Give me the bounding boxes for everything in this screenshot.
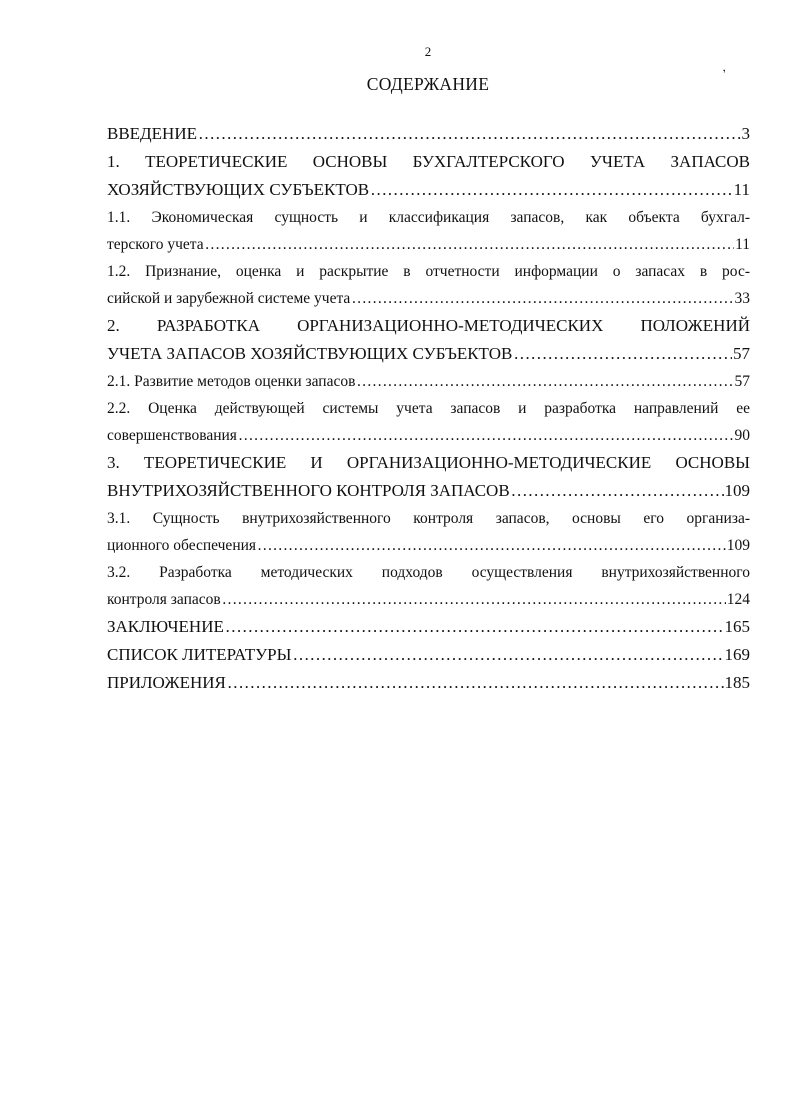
toc-entry-line: 1.2. Признание, оценка и раскрытие в отчетности информации о запасах в рос- bbox=[107, 263, 750, 280]
toc-entry-last-line bbox=[107, 285, 750, 312]
dot-leader bbox=[513, 340, 732, 368]
toc-entry bbox=[107, 395, 750, 449]
toc-entry-title: ПРИЛОЖЕНИЯ bbox=[107, 673, 226, 692]
table-of-contents bbox=[107, 120, 750, 697]
toc-entry bbox=[107, 120, 750, 148]
dot-leader bbox=[511, 477, 724, 505]
toc-entry-title: УЧЕТА ЗАПАСОВ ХОЗЯЙСТВУЮЩИХ СУБЪЕКТОВ bbox=[107, 344, 513, 363]
toc-entry-last-line bbox=[107, 613, 750, 641]
toc-entry bbox=[107, 641, 750, 669]
page-number: 2 bbox=[424, 44, 432, 59]
toc-entry-line: 2. РАЗРАБОТКА ОРГАНИЗАЦИОННО-МЕТОДИЧЕСКИХ ПОЛОЖЕНИЙ bbox=[107, 316, 750, 335]
toc-entry bbox=[107, 449, 750, 505]
toc-page-number: 57 bbox=[733, 344, 750, 363]
toc-page-number: 169 bbox=[724, 645, 750, 664]
toc-page-number: 109 bbox=[724, 481, 750, 500]
toc-entry bbox=[107, 312, 750, 368]
toc-entry-title: ционного обеспечения bbox=[107, 537, 257, 554]
toc-entry-title: ЗАКЛЮЧЕНИЕ bbox=[107, 617, 224, 636]
toc-entry-title: терского учета bbox=[107, 236, 204, 253]
toc-page-number: 3 bbox=[741, 124, 750, 143]
dot-leader bbox=[238, 422, 734, 449]
toc-entry-last-line bbox=[107, 422, 750, 449]
toc-entry-last-line bbox=[107, 176, 750, 204]
toc-entry-last-line bbox=[107, 641, 750, 669]
toc-entry-title: ВНУТРИХОЗЯЙСТВЕННОГО КОНТРОЛЯ ЗАПАСОВ bbox=[107, 481, 510, 500]
toc-entry-line: 3. ТЕОРЕТИЧЕСКИЕ И ОРГАНИЗАЦИОННО-МЕТОДИЧЕСКИЕ ОСНОВЫ bbox=[107, 453, 750, 472]
toc-entry-last-line bbox=[107, 231, 750, 258]
toc-entry bbox=[107, 258, 750, 312]
toc-entry-line: 3.1. Сущность внутрихозяйственного контроля запасов, основы его организа- bbox=[107, 510, 750, 527]
toc-entry-title: СПИСОК ЛИТЕРАТУРЫ bbox=[107, 645, 292, 664]
dot-leader bbox=[227, 669, 724, 697]
stray-mark: ‚ bbox=[718, 59, 728, 75]
toc-entry bbox=[107, 669, 750, 697]
toc-page-number: 109 bbox=[726, 537, 750, 554]
dot-leader bbox=[370, 176, 733, 204]
toc-entry-line: 3.2. Разработка методических подходов осуществления внутрихозяйственного bbox=[107, 564, 750, 581]
toc-entry-last-line bbox=[107, 368, 750, 395]
toc-entry-last-line bbox=[107, 340, 750, 368]
toc-page-number: 11 bbox=[735, 236, 750, 253]
toc-page-number: 57 bbox=[734, 373, 750, 390]
dot-leader bbox=[205, 231, 734, 258]
toc-entry-title: совершенствования bbox=[107, 427, 237, 444]
toc-page-number: 165 bbox=[724, 617, 750, 636]
toc-entry-line: 2.2. Оценка действующей системы учета запасов и разработка направлений ее bbox=[107, 400, 750, 417]
toc-entry bbox=[107, 613, 750, 641]
toc-page-number: 11 bbox=[733, 180, 750, 199]
dot-leader bbox=[198, 120, 741, 148]
toc-entry-last-line bbox=[107, 477, 750, 505]
toc-entry-last-line bbox=[107, 532, 750, 559]
dot-leader bbox=[356, 368, 733, 395]
toc-entry-title: ХОЗЯЙСТВУЮЩИХ СУБЪЕКТОВ bbox=[107, 180, 370, 199]
toc-page-number: 33 bbox=[734, 290, 750, 307]
toc-entry bbox=[107, 505, 750, 559]
dot-leader bbox=[292, 641, 723, 669]
toc-entry-title: ВВЕДЕНИЕ bbox=[107, 124, 197, 143]
toc-entry bbox=[107, 368, 750, 395]
toc-entry bbox=[107, 204, 750, 258]
toc-page-number: 185 bbox=[724, 673, 750, 692]
toc-page-number: 124 bbox=[726, 591, 750, 608]
dot-leader bbox=[351, 285, 733, 312]
dot-leader bbox=[222, 586, 726, 613]
toc-entry-title: сийской и зарубежной системе учета bbox=[107, 290, 351, 307]
toc-page-number: 90 bbox=[734, 427, 750, 444]
toc-entry-last-line bbox=[107, 120, 750, 148]
toc-entry-line: 1.1. Экономическая сущность и классификация запасов, как объекта бухгал- bbox=[107, 209, 750, 226]
toc-entry bbox=[107, 148, 750, 204]
dot-leader bbox=[257, 532, 726, 559]
toc-entry-line: 1. ТЕОРЕТИЧЕСКИЕ ОСНОВЫ БУХГАЛТЕРСКОГО УЧЕТА ЗАПАСОВ bbox=[107, 152, 750, 171]
page-title: СОДЕРЖАНИЕ bbox=[366, 74, 490, 94]
toc-entry-title: контроля запасов bbox=[107, 591, 221, 608]
toc-entry bbox=[107, 559, 750, 613]
toc-entry-title: 2.1. Развитие методов оценки запасов bbox=[107, 373, 356, 390]
toc-entry-last-line bbox=[107, 669, 750, 697]
toc-entry-last-line bbox=[107, 586, 750, 613]
dot-leader bbox=[225, 613, 724, 641]
